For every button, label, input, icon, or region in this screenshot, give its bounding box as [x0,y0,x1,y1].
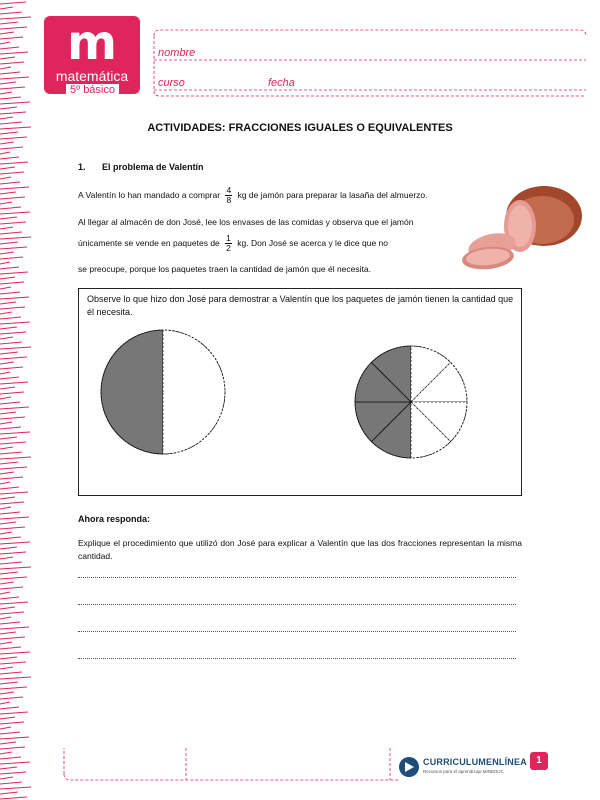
edge-stroke [0,197,25,199]
edge-stroke [0,107,17,109]
edge-stroke [0,757,21,759]
edge-stroke [0,247,27,249]
edge-stroke [0,462,18,464]
decorative-edge [0,0,40,800]
problem-line-1-start: A Valentín lo han mandado a comprar [78,189,221,200]
edge-stroke [0,727,11,729]
edge-stroke [0,212,30,214]
edge-stroke [0,287,11,289]
edge-stroke [0,112,26,114]
edge-stroke [0,662,26,664]
edge-stroke [0,782,22,784]
edge-stroke [0,667,13,669]
edge-stroke [0,22,18,24]
edge-stroke [0,397,11,399]
edge-stroke [0,432,30,434]
problem-line-3 [78,234,388,253]
edge-stroke [0,47,19,49]
edge-stroke [0,257,23,259]
edge-stroke [0,172,24,174]
fraction-numerator: 4 [226,185,232,195]
date-field-label: fecha [268,77,295,89]
grade-label: 5º básico [66,84,119,96]
fraction-one-half [225,234,232,253]
edge-stroke [0,82,16,84]
edge-stroke [0,137,27,139]
name-field-label: nombre [158,47,196,59]
edge-stroke [0,262,10,264]
circle-eighths [355,346,467,458]
section-heading [78,162,204,172]
course-field-label: curso [158,77,185,89]
edge-stroke [0,697,23,699]
edge-stroke [0,157,19,159]
edge-stroke [0,357,27,359]
edge-stroke [0,367,23,369]
edge-stroke [0,642,12,644]
edge-stroke [0,722,24,724]
edge-stroke [0,627,29,629]
edge-stroke [0,607,15,609]
edge-stroke [0,162,28,164]
edge-stroke [0,387,15,389]
edge-stroke [0,587,23,589]
edge-stroke [0,312,12,314]
edge-stroke [0,177,11,179]
edge-stroke [0,482,10,484]
edge-stroke [0,77,29,79]
edge-stroke [0,37,23,39]
edge-stroke [0,347,31,349]
edge-stroke [0,592,10,594]
edge-stroke [0,337,13,339]
edge-stroke [0,537,21,539]
edge-stroke [0,442,26,444]
problem-line-1-end: kg de jamón para preparar la lasaña del almuerzo. [237,189,428,200]
edge-stroke [0,192,16,194]
fraction-four-eighths [225,186,232,205]
fraction-denominator: 8 [226,195,232,205]
edge-stroke [0,477,23,479]
header-frame [150,28,590,98]
edge-stroke [0,342,22,344]
edge-stroke [0,597,19,599]
edge-stroke [0,222,26,224]
answer-instruction: Explique el procedimiento que utilizó don José para explicar a Valentín que las dos fracciones representan la misma cantidad. [78,538,522,561]
circles-figure [79,329,521,459]
fraction-numerator: 1 [226,233,231,243]
edge-stroke [0,167,15,169]
edge-stroke [0,522,16,524]
edge-stroke [0,2,26,4]
edge-stroke [0,62,24,64]
edge-stroke [0,672,22,674]
edge-stroke [0,582,14,584]
edge-stroke [0,792,18,794]
fraction-denominator: 2 [226,243,231,253]
edge-stroke [0,747,25,749]
edge-stroke [0,652,30,654]
edge-stroke [0,547,17,549]
edge-stroke [0,182,20,184]
edge-stroke [0,7,13,9]
edge-stroke [0,637,25,639]
edge-stroke [0,57,15,59]
edge-stroke [0,427,21,429]
edge-stroke [0,412,16,414]
edge-stroke [0,707,19,709]
curriculum-brand: CURRICULUMENLÍNEA [423,757,527,767]
page-title: ACTIVIDADES: FRACCIONES IGUALES O EQUIVALENTES [147,122,453,134]
edge-stroke [0,567,31,569]
answer-line[interactable] [78,631,516,632]
edge-stroke [0,752,12,754]
edge-stroke [0,507,11,509]
answer-heading: Ahora responda: [78,514,151,524]
curriculum-logo [398,754,527,782]
edge-stroke [0,437,17,439]
edge-stroke [0,327,17,329]
edge-stroke [0,97,21,99]
edge-stroke [0,772,26,774]
logo [44,16,140,94]
circle-halves [101,330,225,454]
edge-stroke [0,92,12,94]
section-title: El problema de Valentín [102,162,204,172]
edge-stroke [0,532,12,534]
edge-stroke [0,512,20,514]
problem-line-3-start: únicamente se vende en paquetes de [78,237,220,248]
edge-stroke [0,52,28,54]
edge-stroke [0,27,27,29]
edge-stroke [0,492,28,494]
edge-stroke [0,577,27,579]
edge-stroke [0,622,20,624]
edge-stroke [0,307,25,309]
logo-word: matemática [55,68,129,84]
edge-stroke [0,17,31,19]
edge-stroke [0,152,10,154]
edge-stroke [0,317,21,319]
edge-stroke [0,762,30,764]
ham-illustration [458,178,588,278]
edge-stroke [0,732,20,734]
edge-stroke [0,657,17,659]
page-number: 1 [530,752,548,770]
edge-stroke [0,737,29,739]
edge-stroke [0,102,30,104]
edge-stroke [0,352,18,354]
edge-stroke [0,687,27,689]
edge-stroke [0,382,28,384]
edge-stroke [0,407,29,409]
edge-stroke [0,272,28,274]
edge-stroke [0,232,22,234]
edge-stroke [0,602,28,604]
edge-stroke [0,392,24,394]
edge-stroke [0,277,15,279]
curriculum-mark-icon [398,756,420,778]
edge-stroke [0,242,18,244]
edge-stroke [0,617,11,619]
halves-sector [163,330,225,454]
edge-stroke [0,117,13,119]
curriculum-subtitle: Recursos para el aprendizaje MINEDUC [423,769,504,774]
edge-stroke [0,87,25,89]
edge-stroke [0,742,16,744]
halves-sector [101,330,163,454]
answer-line[interactable] [78,577,516,578]
edge-stroke [0,322,30,324]
edge-stroke [0,647,21,649]
edge-stroke [0,702,10,704]
edge-stroke [0,217,17,219]
problem-line-4: se preocupe, porque los paquetes traen la cantidad de jamón que él necesita. [78,264,371,274]
edge-stroke [0,147,23,149]
edge-stroke [0,72,20,74]
edge-stroke [0,487,19,489]
edge-stroke [0,517,29,519]
edge-stroke [0,527,25,529]
edge-stroke [0,467,27,469]
edge-stroke [0,142,14,144]
answer-line[interactable] [78,658,516,659]
edge-stroke [0,292,20,294]
problem-line-1 [78,186,428,205]
edge-stroke [0,422,12,424]
edge-stroke [0,562,22,564]
edge-stroke [0,252,14,254]
edge-stroke [0,612,24,614]
edge-stroke [0,187,29,189]
problem-line-2: Al llegar al almacén de don José, lee los envases de las comidas y observa que el jamón [78,217,414,227]
edge-stroke [0,402,20,404]
edge-stroke [0,557,13,559]
edge-stroke [0,797,27,799]
edge-stroke [0,67,11,69]
edge-stroke [0,332,26,334]
observation-box [78,288,522,496]
edge-stroke [0,677,31,679]
edge-stroke [0,682,18,684]
section-number: 1. [78,162,86,172]
edge-stroke [0,377,19,379]
edge-stroke [0,717,15,719]
edge-stroke [0,32,14,34]
edge-stroke [0,777,13,779]
edge-stroke [0,632,16,634]
edge-stroke [0,42,10,44]
answer-line[interactable] [78,604,516,605]
edge-stroke [0,472,14,474]
edge-stroke [0,297,29,299]
edge-stroke [0,267,19,269]
edge-stroke [0,362,14,364]
edge-stroke [0,552,26,554]
edge-stroke [0,712,28,714]
edge-stroke [0,227,13,229]
edge-stroke [0,572,18,574]
problem-line-3-end: kg. Don José se acerca y le dice que no [237,237,388,248]
edge-stroke [0,502,24,504]
edge-stroke [0,237,31,239]
edge-stroke [0,302,16,304]
observation-text: Observe lo que hizo don José para demostrar a Valentín que los paquetes de jamón tienen la cantidad que él necesita. [87,294,514,317]
edge-stroke [0,497,15,499]
edge-stroke [0,452,22,454]
edge-stroke [0,447,13,449]
edge-stroke [0,372,10,374]
edge-stroke [0,282,24,284]
edge-stroke [0,767,17,769]
edge-stroke [0,692,14,694]
edge-stroke [0,787,31,789]
edge-stroke [0,207,21,209]
edge-stroke [0,417,25,419]
edge-stroke [0,542,30,544]
edge-stroke [0,457,31,459]
edge-stroke [0,12,22,14]
logo-letter: m [66,15,117,71]
edge-stroke [0,202,12,204]
